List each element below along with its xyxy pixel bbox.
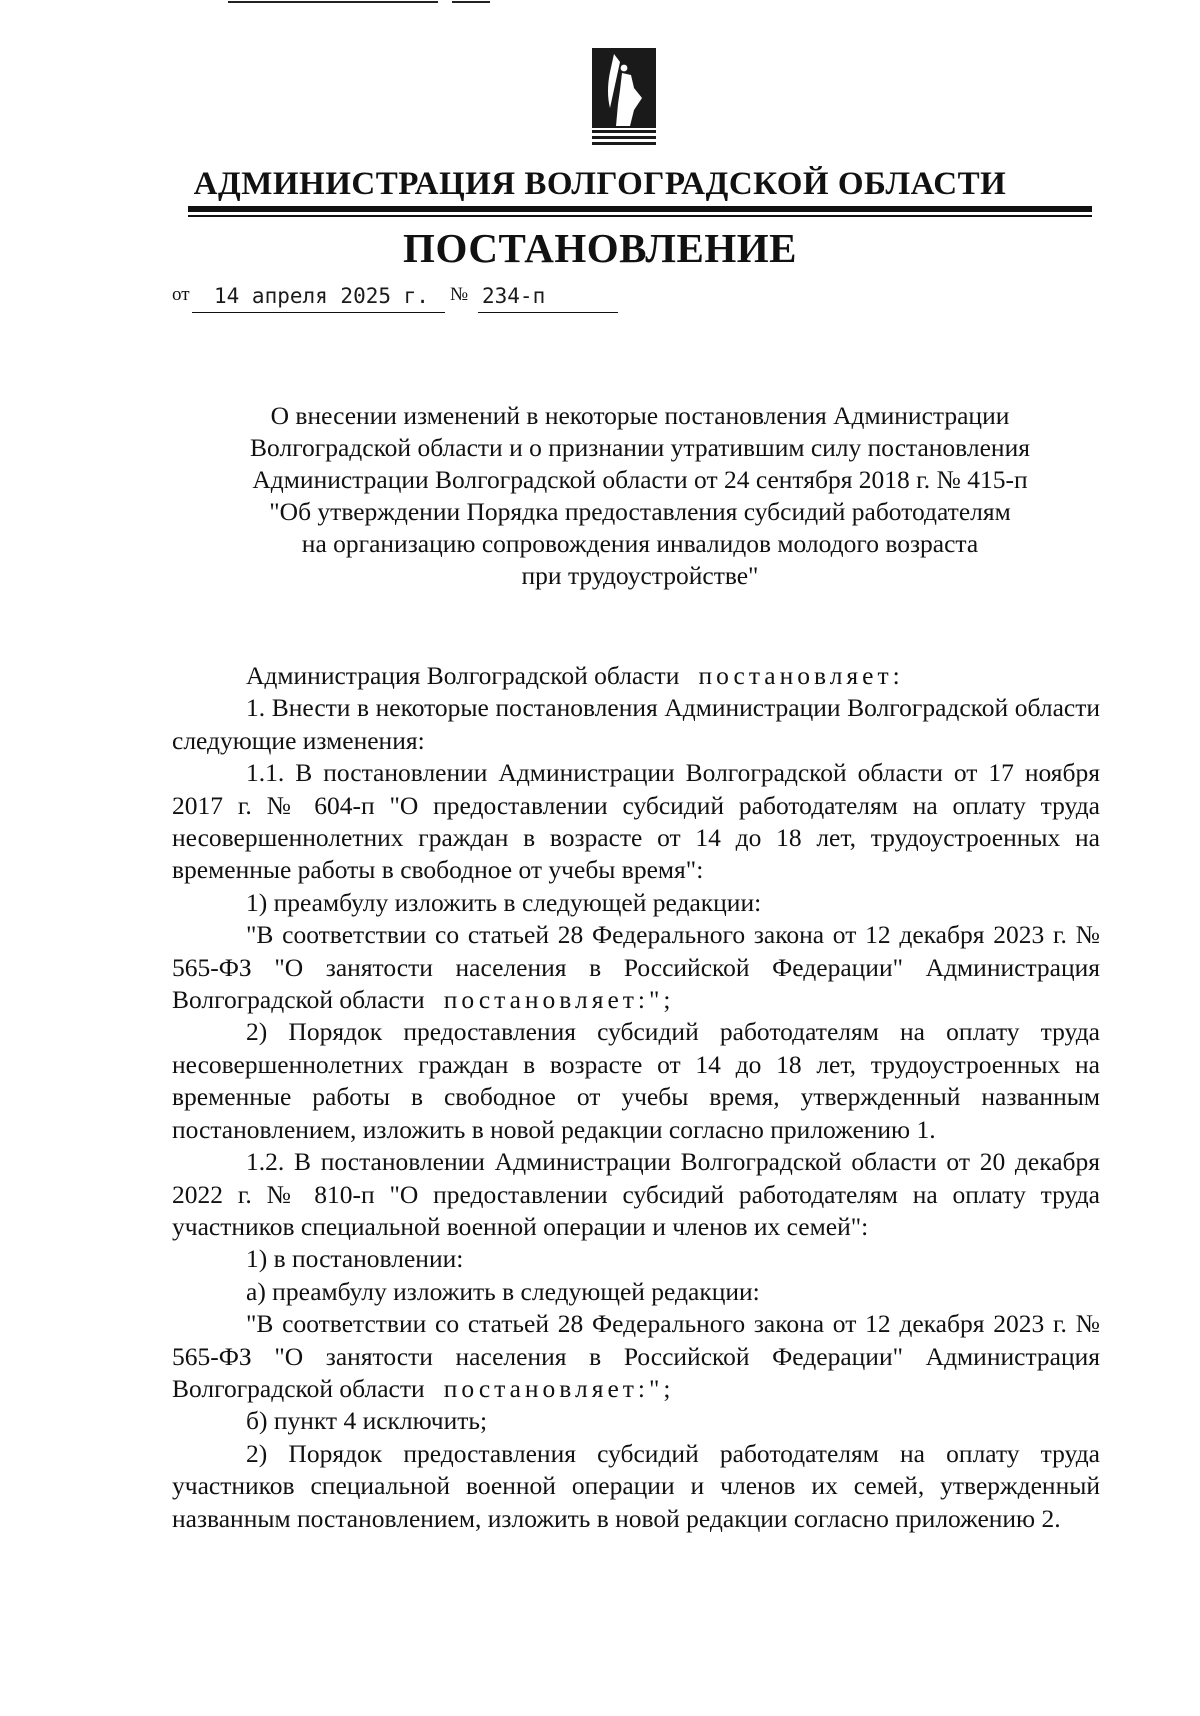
title-line: на организацию сопровождения инвалидов молодого возраста <box>301 529 979 558</box>
organization-name: АДМИНИСТРАЦИЯ ВОЛГОГРАДСКОЙ ОБЛАСТИ <box>193 166 1007 202</box>
document-type: ПОСТАНОВЛЕНИЕ <box>403 225 797 271</box>
header-rule-thin <box>188 215 1092 217</box>
date-label: от <box>172 284 190 305</box>
paragraph: 1) преамбулу изложить в следующей редакции: <box>246 887 762 917</box>
top-edge-marks <box>0 0 1200 4</box>
paragraph: 2) Порядок предоставления субсидий работодателям на оплату труда несовершеннолетних граждан в возрасте от 14 до 18 лет, трудоустроенных на временные работы в свободное от учебы время, утвержденный названным постановлением, изложить в новой редакции согласно приложению 1. <box>172 1017 1100 1144</box>
paragraph: Администрация Волгоградской области постановляет: <box>246 661 904 690</box>
paragraph: а) преамбулу изложить в следующей редакции: <box>246 1276 760 1306</box>
paragraph: б) пункт 4 исключить; <box>246 1406 488 1436</box>
date-value: 14 апреля 2025 г. <box>214 284 429 308</box>
title-line: "Об утверждении Порядка предоставления субсидий работодателям <box>269 497 1011 526</box>
date-field <box>192 280 445 313</box>
document-body <box>172 660 1100 1535</box>
number-label: № <box>450 284 469 305</box>
paragraph: 2) Порядок предоставления субсидий работодателям на оплату труда участников специальной военной операции и членов их семей, утвержденный названным постановлением, изложить в новой редакции согласно приложению 2. <box>172 1438 1100 1533</box>
paragraph: 1) в постановлении: <box>246 1244 464 1274</box>
paragraph: "В соответствии со статьей 28 Федерального закона от 12 декабря 2023 г. № 565-ФЗ "О занятости населения в Российской Федерации" Администрация Волгоградской области постановляет:"; <box>172 1309 1100 1403</box>
title-line: при трудоустройстве" <box>521 561 759 590</box>
resolution-title <box>180 400 1100 592</box>
paragraph: 1.2. В постановлении Администрации Волгоградской области от 20 декабря 2022 г. № 810-п "О предоставлении субсидий работодателям на оплату труда участников специальной военной операции и членов их семей": <box>172 1147 1100 1241</box>
paragraph: 1. Внести в некоторые постановления Администрации Волгоградской области следующие изменения: <box>172 693 1100 755</box>
header-rule-thick <box>188 206 1092 212</box>
number-value: 234-п <box>482 284 546 308</box>
paragraph: "В соответствии со статьей 28 Федерального закона от 12 декабря 2023 г. № 565-ФЗ "О занятости населения в Российской Федерации" Администрация Волгоградской области постановляет:"; <box>172 920 1100 1015</box>
title-line: Администрации Волгоградской области от 24 сентября 2018 г. № 415-п <box>252 465 1028 494</box>
number-field <box>478 280 618 313</box>
title-line: О внесении изменений в некоторые постановления Администрации <box>270 401 1010 430</box>
volgograd-motherland-statue-icon <box>590 48 658 148</box>
title-line: Волгоградской области и о признании утратившим силу постановления <box>250 433 1030 462</box>
paragraph: 1.1. В постановлении Администрации Волгоградской области от 17 ноября 2017 г. № 604-п "О предоставлении субсидий работодателям на оплату труда несовершеннолетних граждан в возрасте от 14 до 18 лет, трудоустроенных на временные работы в свободное от учебы время": <box>172 758 1100 885</box>
